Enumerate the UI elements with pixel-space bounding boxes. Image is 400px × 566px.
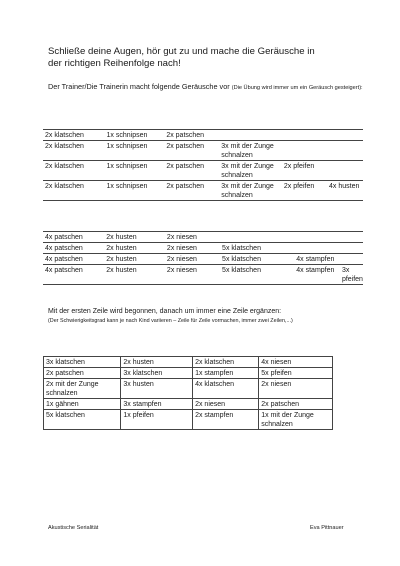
table-cell: 2x husten bbox=[106, 256, 137, 263]
table-row bbox=[43, 141, 363, 161]
table-cell: 2x patschen bbox=[166, 163, 205, 170]
footer-right: Eva Pittnauer bbox=[310, 525, 344, 531]
table-cell: 2x husten bbox=[106, 245, 137, 252]
table-cell: 2x pfeifen bbox=[283, 163, 315, 170]
table-cell: 2x patschen bbox=[44, 368, 121, 379]
table-cell: 2x klatschen bbox=[193, 357, 259, 368]
table-cell bbox=[327, 141, 363, 161]
table-cell: 1x schnipsen bbox=[106, 143, 148, 150]
table-cell: 5x klatschen bbox=[222, 245, 261, 252]
table-cell: 3x mit der Zunge schnalzen bbox=[221, 143, 274, 159]
table-row bbox=[44, 368, 333, 379]
intro-note: (Die Übung wird immer um ein Geräusch gesteigert): bbox=[231, 85, 363, 91]
title-line-2: der richtigen Reihenfolge nach! bbox=[48, 58, 181, 69]
table-cell: 1x mit der Zunge schnalzen bbox=[259, 410, 333, 430]
table-cell: 3x klatschen bbox=[121, 368, 193, 379]
table-cell: 2x patschen bbox=[259, 399, 333, 410]
table-cell: 2x patschen bbox=[166, 183, 205, 190]
table-row bbox=[44, 399, 333, 410]
table-cell: 2x niesen bbox=[166, 256, 197, 263]
page-title bbox=[48, 46, 368, 70]
table-cell: 2x niesen bbox=[166, 234, 197, 241]
table-cell: 2x husten bbox=[121, 357, 193, 368]
table-cell: 2x mit der Zunge schnalzen bbox=[44, 379, 121, 399]
table-cell bbox=[327, 130, 363, 141]
table-row bbox=[43, 254, 363, 265]
table-cell: 2x pfeifen bbox=[283, 183, 315, 190]
footer-left: Akustische Serialität bbox=[48, 525, 99, 531]
table-cell bbox=[340, 254, 363, 265]
table-cell: 2x klatschen bbox=[45, 163, 84, 170]
table-cell: 2x niesen bbox=[166, 245, 197, 252]
table-cell bbox=[219, 130, 282, 141]
table-row bbox=[43, 265, 363, 285]
table-cell: 1x schnipsen bbox=[106, 163, 148, 170]
exercise-table-2 bbox=[43, 231, 363, 285]
table-cell: 4x stampfen bbox=[296, 256, 335, 263]
table-cell: 2x klatschen bbox=[45, 183, 84, 190]
intro-text: Der Trainer/Die Trainerin macht folgende Geräusche vor bbox=[48, 82, 230, 91]
table-row bbox=[44, 357, 333, 368]
table-cell: 2x husten bbox=[106, 234, 137, 241]
table-cell: 3x klatschen bbox=[44, 357, 121, 368]
table-cell: 5x klatschen bbox=[222, 267, 261, 274]
table-cell: 2x patschen bbox=[166, 143, 205, 150]
table-cell: 4x husten bbox=[329, 183, 360, 190]
table-cell: 5x pfeifen bbox=[259, 368, 333, 379]
table-cell: 1x schnipsen bbox=[106, 183, 148, 190]
table-cell: 2x niesen bbox=[259, 379, 333, 399]
instruction-text: Mit der ersten Zeile wird begonnen, danach um immer eine Zeile ergänzen: bbox=[48, 308, 282, 315]
exercise-table-3 bbox=[43, 356, 333, 430]
table-row bbox=[44, 410, 333, 430]
table-cell: 2x niesen bbox=[166, 267, 197, 274]
table-cell: 2x patschen bbox=[166, 132, 205, 139]
table-cell: 2x klatschen bbox=[45, 143, 84, 150]
table-cell: 2x stampfen bbox=[193, 410, 259, 430]
table-row bbox=[43, 130, 363, 141]
table-cell: 3x mit der Zunge schnalzen bbox=[221, 163, 274, 179]
table-cell: 2x husten bbox=[106, 267, 137, 274]
table-row bbox=[43, 232, 363, 243]
table-cell bbox=[220, 232, 294, 243]
table-cell bbox=[340, 243, 363, 254]
table-cell: 4x patschen bbox=[45, 245, 83, 252]
table-cell bbox=[282, 141, 327, 161]
table-cell: 3x stampfen bbox=[121, 399, 193, 410]
table-cell bbox=[294, 232, 340, 243]
table-cell: 1x schnipsen bbox=[106, 132, 148, 139]
table-row bbox=[43, 181, 363, 201]
table-cell: 4x niesen bbox=[259, 357, 333, 368]
table-cell: 1x pfeifen bbox=[121, 410, 193, 430]
exercise-table-1 bbox=[43, 129, 363, 201]
table-cell bbox=[294, 243, 340, 254]
table-cell: 3x husten bbox=[121, 379, 193, 399]
table-row bbox=[43, 161, 363, 181]
table-cell: 3x mit der Zunge schnalzen bbox=[221, 183, 274, 199]
table-cell: 4x stampfen bbox=[296, 267, 335, 274]
table-cell: 4x patschen bbox=[45, 256, 83, 263]
table-cell bbox=[282, 130, 327, 141]
table-cell bbox=[327, 161, 363, 181]
instruction-note: (Der Schwierigkeitsgrad kann je nach Kind variieren – Zeile für Zeile vormachen, immer zwei Zeilen,...) bbox=[48, 318, 293, 324]
table-cell: 4x patschen bbox=[45, 267, 83, 274]
table-cell: 3x pfeifen bbox=[341, 267, 363, 283]
table-row bbox=[44, 379, 333, 399]
title-line-1: Schließe deine Augen, hör gut zu und mache die Geräusche in bbox=[48, 46, 315, 57]
intro-paragraph bbox=[48, 82, 368, 93]
table-cell bbox=[340, 232, 363, 243]
table-cell: 1x gähnen bbox=[44, 399, 121, 410]
table-cell: 5x klatschen bbox=[222, 256, 261, 263]
table-cell: 2x niesen bbox=[193, 399, 259, 410]
table-cell: 4x patschen bbox=[45, 234, 83, 241]
table-row bbox=[43, 243, 363, 254]
table-cell: 1x stampfen bbox=[193, 368, 259, 379]
table-cell: 5x klatschen bbox=[44, 410, 121, 430]
table-cell: 2x klatschen bbox=[45, 132, 84, 139]
table-cell: 4x klatschen bbox=[193, 379, 259, 399]
